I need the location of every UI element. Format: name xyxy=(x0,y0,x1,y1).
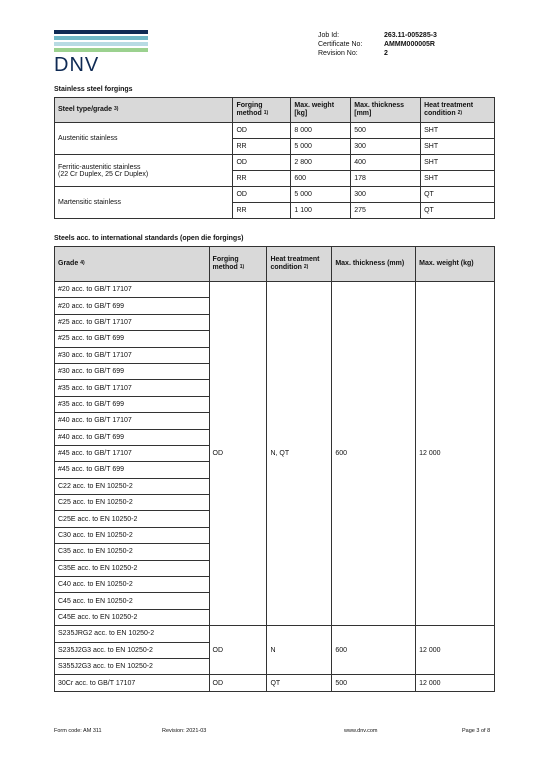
footer-form: Form code: AM 311 xyxy=(54,728,102,734)
grade-cell: C25E acc. to EN 10250-2 xyxy=(55,511,210,527)
grade-cell: C35E acc. to EN 10250-2 xyxy=(55,560,210,576)
international-table xyxy=(54,246,495,692)
footer-site: www.dnv.com xyxy=(344,728,378,734)
grade-cell: C22 acc. to EN 10250-2 xyxy=(55,478,210,494)
grade-cell xyxy=(55,187,233,219)
grade-cell: C45 acc. to EN 10250-2 xyxy=(55,593,210,609)
thickness-cell: 600 xyxy=(332,626,416,675)
section1-title: Stainless steel forgings xyxy=(54,86,133,93)
grade-cell: #35 acc. to GB/T 17107 xyxy=(55,380,210,396)
col-grade: Grade $^{4)}$ xyxy=(55,247,210,282)
thickness-cell: 300 xyxy=(351,187,421,203)
method-cell: RR xyxy=(233,171,291,187)
table-row xyxy=(55,155,495,171)
grade-cell: #20 acc. to GB/T 17107 xyxy=(55,282,210,298)
grade-cell: C30 acc. to EN 10250-2 xyxy=(55,527,210,543)
grade-cell: C25 acc. to EN 10250-2 xyxy=(55,495,210,511)
header-values xyxy=(384,31,437,58)
heat-cell: N xyxy=(267,626,332,675)
grade-name: Austenitic stainless xyxy=(58,135,118,142)
header-labels xyxy=(318,31,362,58)
thickness-cell: 600 xyxy=(332,282,416,626)
cert-number: AMMM000005R xyxy=(384,41,435,48)
weight-cell: 5 000 xyxy=(291,139,351,155)
method-cell: OD xyxy=(209,626,267,675)
heat-cell: QT xyxy=(421,187,495,203)
weight-cell: 2 800 xyxy=(291,155,351,171)
job-id: 263.11-005285-3 xyxy=(384,32,437,39)
thickness-cell: 178 xyxy=(351,171,421,187)
weight-cell: 12 000 xyxy=(416,675,495,691)
heat-cell: QT xyxy=(267,675,332,691)
grade-cell: C45E acc. to EN 10250-2 xyxy=(55,609,210,625)
method-cell: RR xyxy=(233,203,291,219)
grade-cell: #25 acc. to GB/T 699 xyxy=(55,331,210,347)
grade-cell: #30 acc. to GB/T 699 xyxy=(55,363,210,379)
thickness-cell: 500 xyxy=(332,675,416,691)
grade-cell: #25 acc. to GB/T 17107 xyxy=(55,314,210,330)
col-thickness: Max. thickness [mm] xyxy=(351,98,421,123)
grade-cell: #35 acc. to GB/T 699 xyxy=(55,396,210,412)
grade-cell: #30 acc. to GB/T 17107 xyxy=(55,347,210,363)
weight-cell: 8 000 xyxy=(291,123,351,139)
international-body xyxy=(55,282,495,692)
thickness-cell: 400 xyxy=(351,155,421,171)
table-row xyxy=(55,282,495,298)
table-row xyxy=(55,123,495,139)
col-weight: Max. weight (kg) xyxy=(416,247,495,282)
heat-cell: SHT xyxy=(421,155,495,171)
grade-cell: C40 acc. to EN 10250-2 xyxy=(55,577,210,593)
col-thickness: Max. thickness (mm) xyxy=(332,247,416,282)
col-grade: Steel type/grade $^{3)}$ xyxy=(55,98,233,123)
table-row xyxy=(55,187,495,203)
method-cell: OD xyxy=(209,282,267,626)
grade-cell: S235JRG2 acc. to EN 10250-2 xyxy=(55,626,210,642)
grade-cell: 30Cr acc. to GB/T 17107 xyxy=(55,675,210,691)
method-cell: OD xyxy=(233,155,291,171)
footer-revision: Revision: 2021-03 xyxy=(162,728,207,734)
weight-cell: 12 000 xyxy=(416,626,495,675)
section2-title: Steels acc. to international standards (open die forgings) xyxy=(54,235,244,242)
grade-cell: #45 acc. to GB/T 17107 xyxy=(55,445,210,461)
footer-page: Page 3 of 8 xyxy=(462,728,491,734)
grade-cell: S235J2G3 acc. to EN 10250-2 xyxy=(55,642,210,658)
heat-cell: QT xyxy=(421,203,495,219)
job-id-label: Job Id: xyxy=(318,32,340,39)
method-cell: RR xyxy=(233,139,291,155)
heat-cell: SHT xyxy=(421,139,495,155)
grade-cell: #45 acc. to GB/T 699 xyxy=(55,462,210,478)
weight-cell: 5 000 xyxy=(291,187,351,203)
thickness-cell: 500 xyxy=(351,123,421,139)
grade-detail: (22 Cr Duplex, 25 Cr Duplex) xyxy=(58,170,149,178)
grade-cell xyxy=(55,155,233,187)
table-row xyxy=(55,675,495,691)
cert-label: Certificate No: xyxy=(318,41,363,48)
grade-cell: S355J2G3 acc. to EN 10250-2 xyxy=(55,658,210,674)
weight-cell: 12 000 xyxy=(416,282,495,626)
logo-text: DNV xyxy=(54,54,100,76)
revision-number: 2 xyxy=(384,50,388,57)
heat-cell: SHT xyxy=(421,171,495,187)
stainless-body xyxy=(55,123,495,219)
weight-cell: 600 xyxy=(291,171,351,187)
dnv-logo xyxy=(54,30,148,77)
col-heat: Heat treatment condition $^{2)}$ xyxy=(421,98,495,123)
heat-cell: N, QT xyxy=(267,282,332,626)
col-method: Forging method $^{1)}$ xyxy=(209,247,267,282)
grade-cell: #20 acc. to GB/T 699 xyxy=(55,298,210,314)
heat-cell: SHT xyxy=(421,123,495,139)
method-cell: OD xyxy=(233,123,291,139)
col-heat: Heat treatment condition $^{2)}$ xyxy=(267,247,332,282)
method-cell: OD xyxy=(209,675,267,691)
grade-name: Ferritic-austenitic stainless xyxy=(58,163,141,171)
grade-cell: #40 acc. to GB/T 17107 xyxy=(55,413,210,429)
grade-name: Martensitic stainless xyxy=(58,199,122,206)
rev-label: Revision No: xyxy=(318,50,358,57)
grade-cell: C35 acc. to EN 10250-2 xyxy=(55,544,210,560)
thickness-cell: 300 xyxy=(351,139,421,155)
col-method: Forging method $^{1)}$ xyxy=(233,98,291,123)
stainless-table xyxy=(54,97,495,219)
col-weight: Max. weight [kg] xyxy=(291,98,351,123)
grade-cell: #40 acc. to GB/T 699 xyxy=(55,429,210,445)
method-cell: OD xyxy=(233,187,291,203)
weight-cell: 1 100 xyxy=(291,203,351,219)
table-row xyxy=(55,626,495,642)
thickness-cell: 275 xyxy=(351,203,421,219)
grade-cell xyxy=(55,123,233,155)
